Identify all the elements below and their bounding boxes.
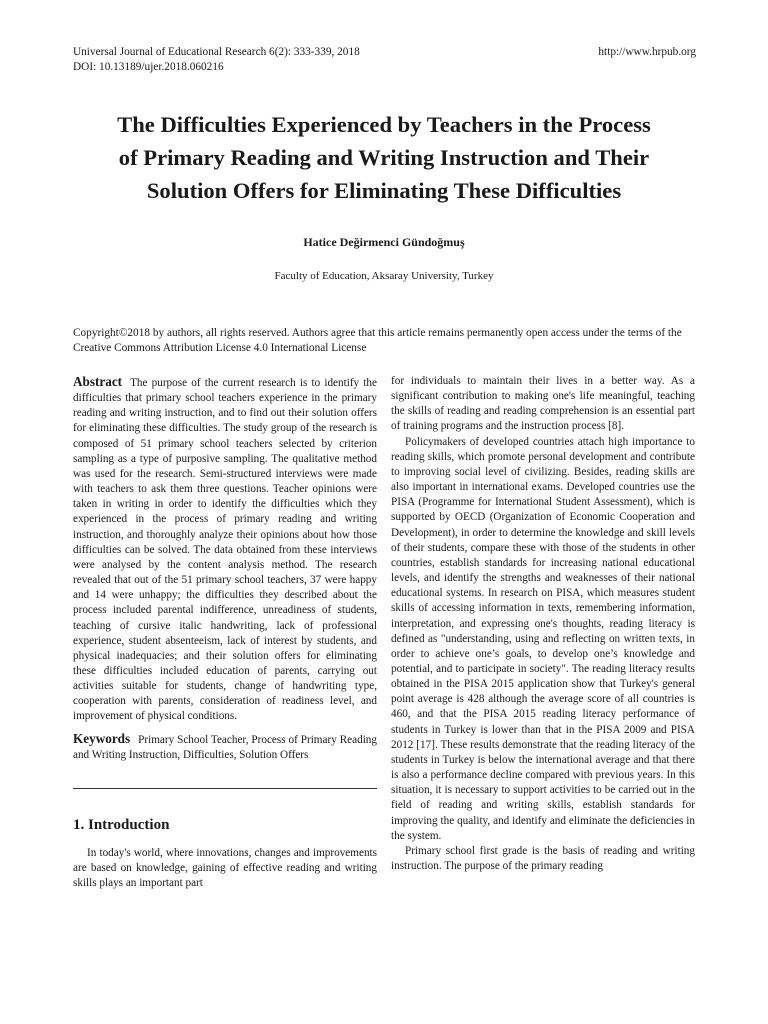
copyright-notice: Copyright©2018 by authors, all rights reserved. Authors agree that this article remains permanently open access under the terms of the Creative Commons Attribution License 4.0 International License bbox=[73, 327, 682, 354]
body-paragraph: Policymakers of developed countries attach high importance to reading skills, which promote personal development and contribute to improving social level of civilizing. Besides, reading skills are also important in international exams. Developed countries use the PISA (Programme for International Student Assessment), which is supported by OECD (Organization of Economic Cooperation and Development), in order to determine the knowledge and skill levels of their students, compare these with those of the students in other countries, establish standards for increasing national educational levels, and identify the strengths and weaknesses of their national educational systems. In research on PISA, which measures student skills of accessing information in texts, remembering information, interpretation, and expressing one's thoughts, reading literacy is defined as "understanding, using and reflecting on written texts, in order to achieve one’s goals, to develop one’s knowledge and potential, and to participate in society". The reading literacy results obtained in the PISA 2015 application show that Turkey's general point average is 428 although the average score of all countries is 460, and that the PISA 2015 reading literacy performance of students in Turkey is lower than that in the PISA 2009 and PISA 2012 [17]. These results demonstrate that the reading literacy of the students in Turkey is below the international average and that there is also a performance decline compared with previous years. In this situation, it is necessary to support activities to be carried out in the field of reading and writing skills, establish standards for improving the quality, and identify and eliminate the deficiencies in the system. bbox=[391, 435, 695, 842]
title-line: Solution Offers for Eliminating These Difficulties bbox=[146, 178, 622, 203]
journal-url[interactable]: http://www.hrpub.org bbox=[598, 46, 696, 58]
doi: DOI: 10.13189/ujer.2018.060216 bbox=[73, 61, 224, 73]
paper-title bbox=[40, 108, 728, 207]
journal-citation: Universal Journal of Educational Research 6(2): 333-339, 2018 bbox=[73, 46, 360, 58]
body-paragraph: for individuals to maintain their lives in a better way. As a significant contribution to making one's life meaningful, teaching the skills of reading and reading comprehension is an essential part of training programs and the instruction process [8]. bbox=[391, 375, 695, 433]
section-divider bbox=[73, 788, 377, 789]
author-affiliation: Faculty of Education, Aksaray University, Turkey bbox=[274, 270, 494, 282]
body-paragraph: Primary school first grade is the basis of reading and writing instruction. The purpose of the primary reading bbox=[391, 844, 695, 872]
right-column bbox=[391, 374, 695, 874]
keywords-text: Primary School Teacher, Process of Primary Reading and Writing Instruction, Difficulties, Solution Offers bbox=[73, 733, 377, 761]
section-heading-introduction: 1. Introduction bbox=[73, 816, 170, 833]
intro-paragraph: In today's world, where innovations, changes and improvements are based on knowledge, gaining of effective reading and writing skills plays an important part bbox=[73, 846, 377, 890]
journal-header bbox=[73, 45, 360, 75]
abstract-text: The purpose of the current research is to identify the difficulties that primary school teachers experience in the primary reading and writing instruction, and to find out their solution offers for eliminating these difficulties. The study group of the research is composed of 51 primary school teachers selected by criterion sampling as a type of purposive sampling. The qualitative method was used for the research. Semi-structured interviews were made with teachers to ask them three questions. Teacher opinions were taken in writing in order to identify the difficulties which they experienced in the process of primary reading and writing instruction, and thoroughly analyze their opinions about how those difficulties can be solved. The data obtained from these interviews were analysed by the content analysis method. The research revealed that out of the 51 primary school teachers, 37 were happy and 14 were unhappy; the difficulties they described about the process included parental indifference, unreadiness of students, teaching of cursive italic handwriting, lack of professional experience, student absenteeism, lack of interest by students, and physical inadequacies; and their solution offers for eliminating these difficulties included education of parents, carrying out activities suitable for students, change of handwriting type, cooperation with parents, consideration of readiness level, and improvement of physical conditions. bbox=[73, 377, 377, 723]
abstract bbox=[73, 374, 377, 725]
keywords-label: Keywords bbox=[73, 730, 131, 746]
title-line: of Primary Reading and Writing Instruction and Their bbox=[118, 145, 650, 170]
author-name: Hatice Değirmenci Gündoğmuş bbox=[303, 235, 465, 249]
abstract-label: Abstract bbox=[73, 374, 123, 389]
left-column bbox=[73, 374, 377, 891]
title-line: The Difficulties Experienced by Teachers in the Process bbox=[117, 112, 651, 137]
keywords bbox=[73, 731, 377, 763]
